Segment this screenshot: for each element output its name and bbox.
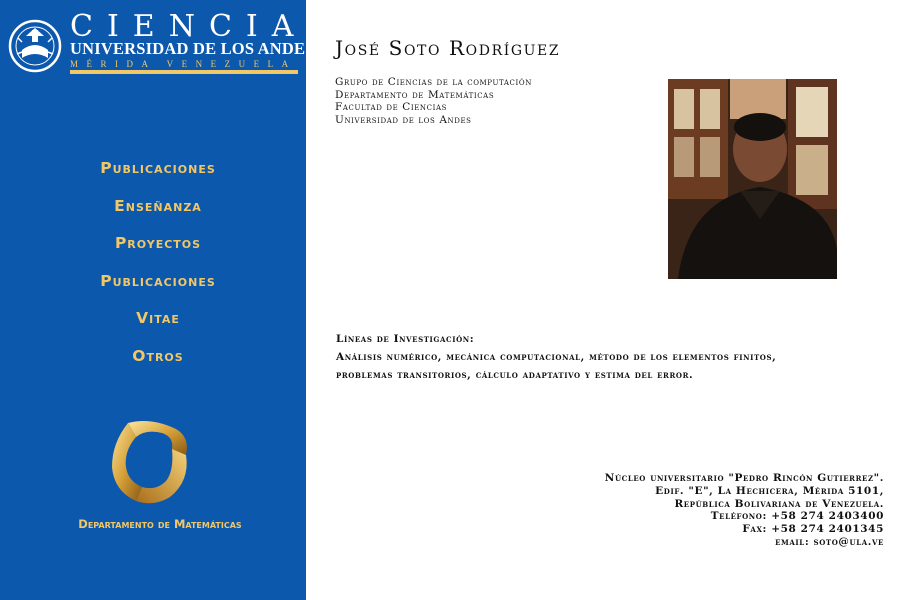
affiliation-line: Facultad de Ciencias [335,101,448,114]
university-seal-icon [8,16,62,76]
nav-item-publicaciones[interactable]: Publicaciones [100,159,216,177]
nav-item-vitae[interactable]: Vitae [136,309,180,328]
person-name: José Soto Rodríguez [335,36,561,60]
nav-item-publicaciones-2[interactable]: Publicaciones [100,271,216,290]
affiliation-line: Universidad de los Andes [335,113,472,126]
nav-item-proyectos[interactable]: Proyectos [114,234,202,253]
nav-item-ensenanza[interactable]: Enseñanza [114,196,202,215]
contact-address: República Bolivariana de Venezuela. [674,497,884,510]
brand-subtitle: UNIVERSIDAD DE LOS ANDES [70,39,315,58]
research-line: Análisis numérico, mecánica computacional, método de los elementos finitos, [336,351,777,363]
contact-block [605,472,884,549]
nav-item-otros[interactable]: Otros [132,346,184,365]
brand-title: CIENCIAS [70,9,342,44]
research-line: problemas transitorios, cálculo adaptativo y estima del error. [336,369,694,381]
research-heading: Líneas de Investigación: [336,333,475,345]
affiliation-block [335,76,532,126]
profile-photo [668,79,837,279]
department-logo-icon[interactable] [106,415,196,510]
contact-fax: Fax: +58 274 2401345 [742,523,884,536]
research-section [336,330,876,384]
department-name: Departamento de Matemáticas [78,517,242,531]
contact-phone: Teléfono: +58 274 2403400 [710,510,884,523]
affiliation-line: Grupo de Ciencias de la computación [335,76,532,88]
affiliation-line: Departamento de Matemáticas [335,88,495,101]
contact-address: Edif. "E", La Hechicera, Mérida 5101, [655,484,884,497]
brand-location: MÉRIDA VENEZUELA [70,58,298,74]
contact-email[interactable]: email: soto@ula.ve [775,535,884,548]
main-nav [0,150,316,376]
sidebar [0,0,342,600]
contact-address: Núcleo universitario "Pedro Rincón Gutierrez". [604,472,884,484]
